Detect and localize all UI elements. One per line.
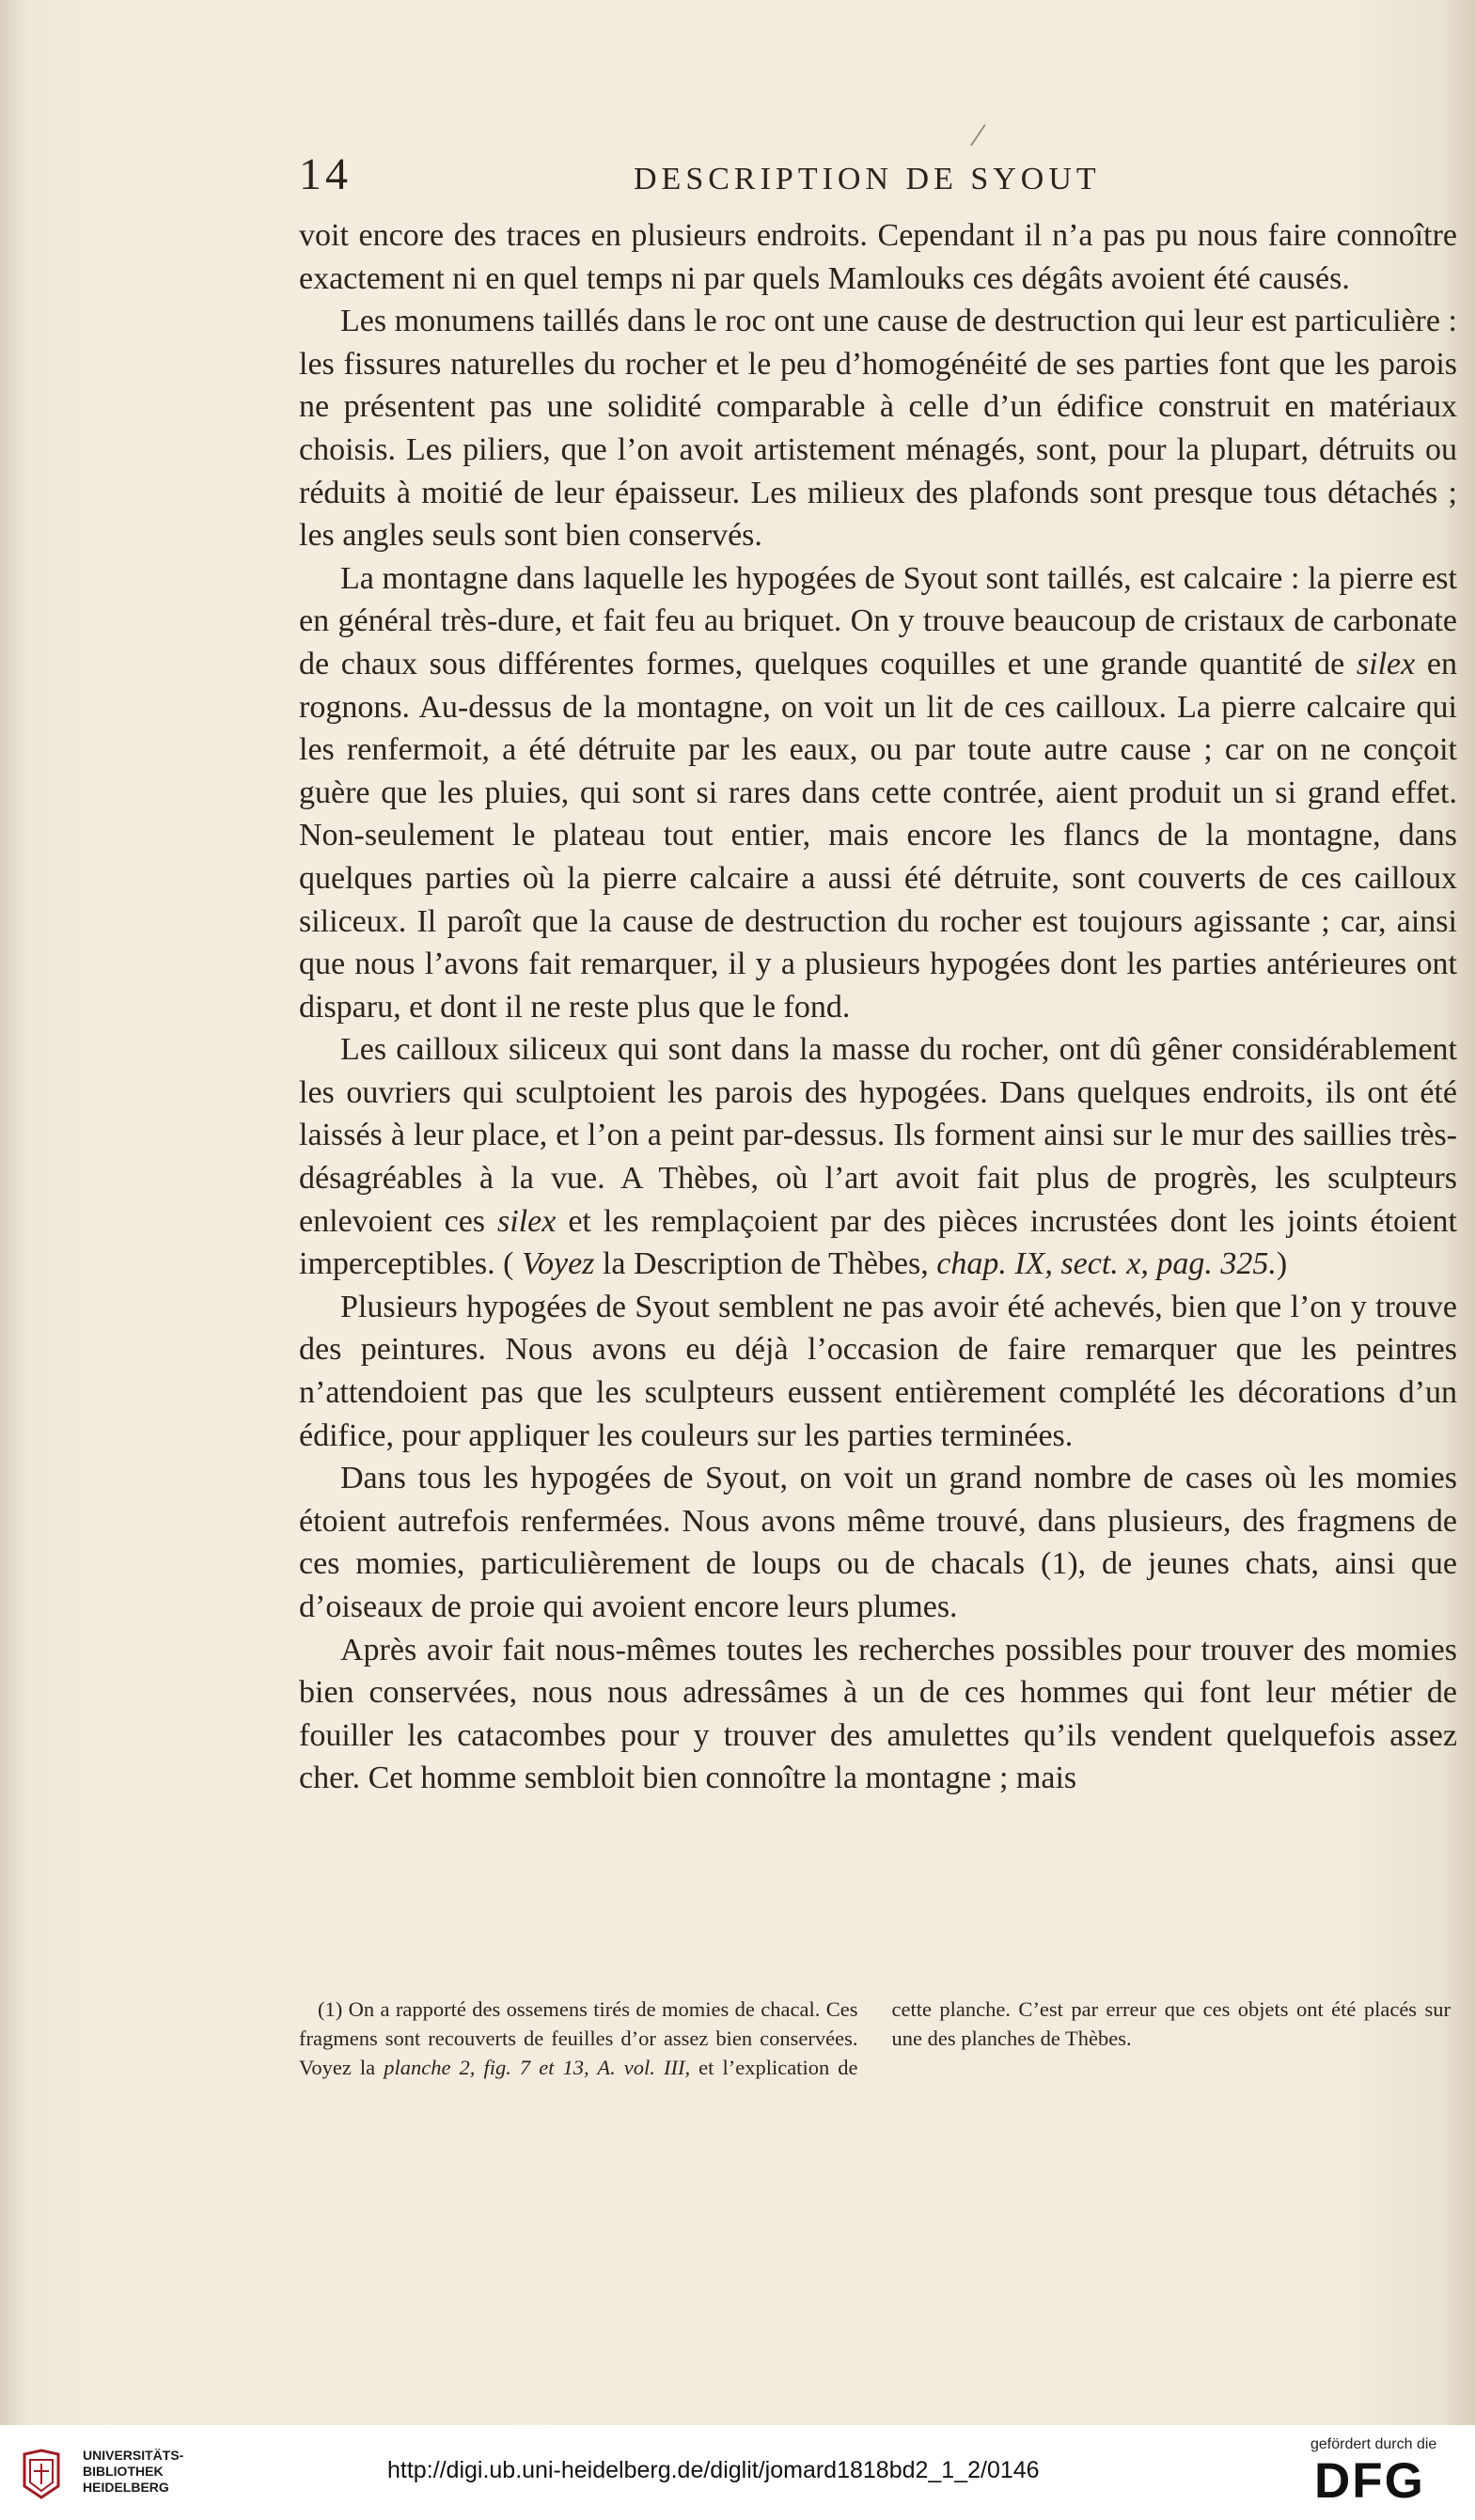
paragraph-5: Plusieurs hypogées de Syout semblent ne pas avoir été achevés, bien que l’on y trouve des peintures. Nous avons eu déjà l’occasion de faire remarquer que les peintres n’attendoient pas que les sculpteurs eussent entièrement complété les décorations d’un édifice, pour appliquer les couleurs sur les parties terminées. [299,1289,1457,1453]
paragraph-6: Dans tous les hypogées de Syout, on voit un grand nombre de cases où les momies étoient autrefois renfermées. Nous avons même trouvé, dans plusieurs, des fragmens de ces momies, particulièrement de loups ou de chacals (1), de jeunes chats, ainsi que d’oiseaux de proie qui avoient encore leurs plumes. [299,1461,1457,1624]
viewer-footer [0,2425,1475,2520]
page-header [299,149,1113,205]
paragraph-1: voit encore des traces en plusieurs endroits. Cependant il n’a pas pu nous faire connoître exactement ni en quel temps ni par quels Mamlouks ces dégâts avoient été causés. [299,218,1457,296]
library-name-line-2: BIBLIOTHEK [83,2464,164,2479]
library-name [83,2448,183,2496]
body-text [299,214,1457,1800]
paragraph-3 [299,557,1457,1029]
italic-voyez: Voyez [521,1246,595,1282]
paragraph-4-text-a: Les cailloux siliceux qui sont dans la masse du rocher, ont dû gêner considérablement les ouvriers qui sculptoient les parois des hypogées. Dans quelques endroits, ils ont été laissés à leur place, et l’on a peint par-dessus. Ils forment ainsi sur le mur des saillies très-désagréables à la vue. A Thèbes, où l’art avoit fait plus de progrès, les sculpteurs enlevoient ces [299,1032,1457,1239]
footnote-italic-reference: planche 2, fig. 7 et 13, A. vol. III, [384,2056,691,2079]
library-name-line-3: HEIDELBERG [83,2480,169,2495]
dfg-logo: DFG [1314,2453,1425,2509]
footnote-text-c: et l’explication de cette planche. C’est par erreur que ces objets ont été placés sur une des planches de Thèbes. [690,1997,1451,2079]
paragraph-2: Les monumens taillés dans le roc ont une cause de destruction qui leur est particulière : les fissures naturelles du rocher et le peu d’homogénéité de ses parties font que les parois ne présentent pas une solidité comparable à celle d’un édifice construit en matériaux choisis. Les piliers, que l’on avoit artistement ménagés, sont, pour la plupart, détruits ou réduits à moitié de leur épaisseur. Les milieux des plafonds sont presque tous détachés ; les angles seuls sont bien conservés. [299,304,1457,554]
permalink-url[interactable]: http://digi.ub.uni-heidelberg.de/diglit/jomard1818bd2_1_2/0146 [387,2457,1040,2483]
running-head: DESCRIPTION DE SYOUT [634,162,1101,196]
paragraph-4-text-c: la Description de Thèbes, [594,1246,937,1282]
paragraph-4-text-b: et les remplaçoient par des pièces incrustées dont les joints étoient imperceptibles. ( [299,1203,1457,1282]
university-seal-icon [17,2449,66,2499]
footnote-text-a: (1) On a rapporté des ossemens tirés de momies de chacal. Ces fragmens sont recouverts de feuilles d’or assez bien conservées. Voyez la [299,1997,858,2079]
footnote-1 [299,1995,1451,2082]
paragraph-4 [299,1028,1457,1286]
paragraph-3-text-a: La montagne dans laquelle les hypogées de Syout sont taillés, est calcaire : la pierre est en général très-dure, et fait feu au briquet. On y trouve beaucoup de cristaux de carbonate de chaux sous différentes formes, quelques coquilles et une grande quantité de [299,560,1457,681]
paragraph-4-text-d: ) [1276,1246,1288,1282]
footnotes [299,1995,1451,2082]
paragraph-3-text-b: en rognons. Au-dessus de la montagne, on voit un lit de ces cailloux. La pierre calcaire qui les renfermoit, a été détruite par les eaux, ou par toute autre cause ; car on ne conçoit guère que les pluies, qui sont si rares dans cette contrée, aient produit un si grand effet. Non-seulement le plateau tout entier, mais encore les flancs de la montagne, dans quelques parties où la pierre calcaire a aussi été détruite, sont couverts de ces cailloux siliceux. Il paroît que la cause de destruction du rocher est toujours agissante ; car, ainsi que nous l’avons fait remarquer, il y a plusieurs hypogées dont les parties antérieures ont disparu, et dont il ne reste plus que le fond. [299,646,1457,1025]
italic-silex: silex [1356,646,1416,681]
library-name-line-1: UNIVERSITÄTS- [83,2448,184,2463]
funded-by-label: gefördert durch die [1310,2436,1437,2452]
italic-reference: chap. IX, sect. x, pag. 325. [936,1246,1277,1282]
page-number: 14 [299,149,352,199]
italic-silex-2: silex [497,1203,557,1239]
pencil-mark: / [967,115,988,156]
paragraph-7: Après avoir fait nous-mêmes toutes les recherches possibles pour trouver des momies bien conservées, nous nous adressâmes à un de ces hommes qui font leur métier de fouiller les catacombes pour y trouver des amulettes qu’ils vendent quelquefois assez cher. Cet homme sembloit bien connoître la montagne ; mais [299,1632,1457,1796]
